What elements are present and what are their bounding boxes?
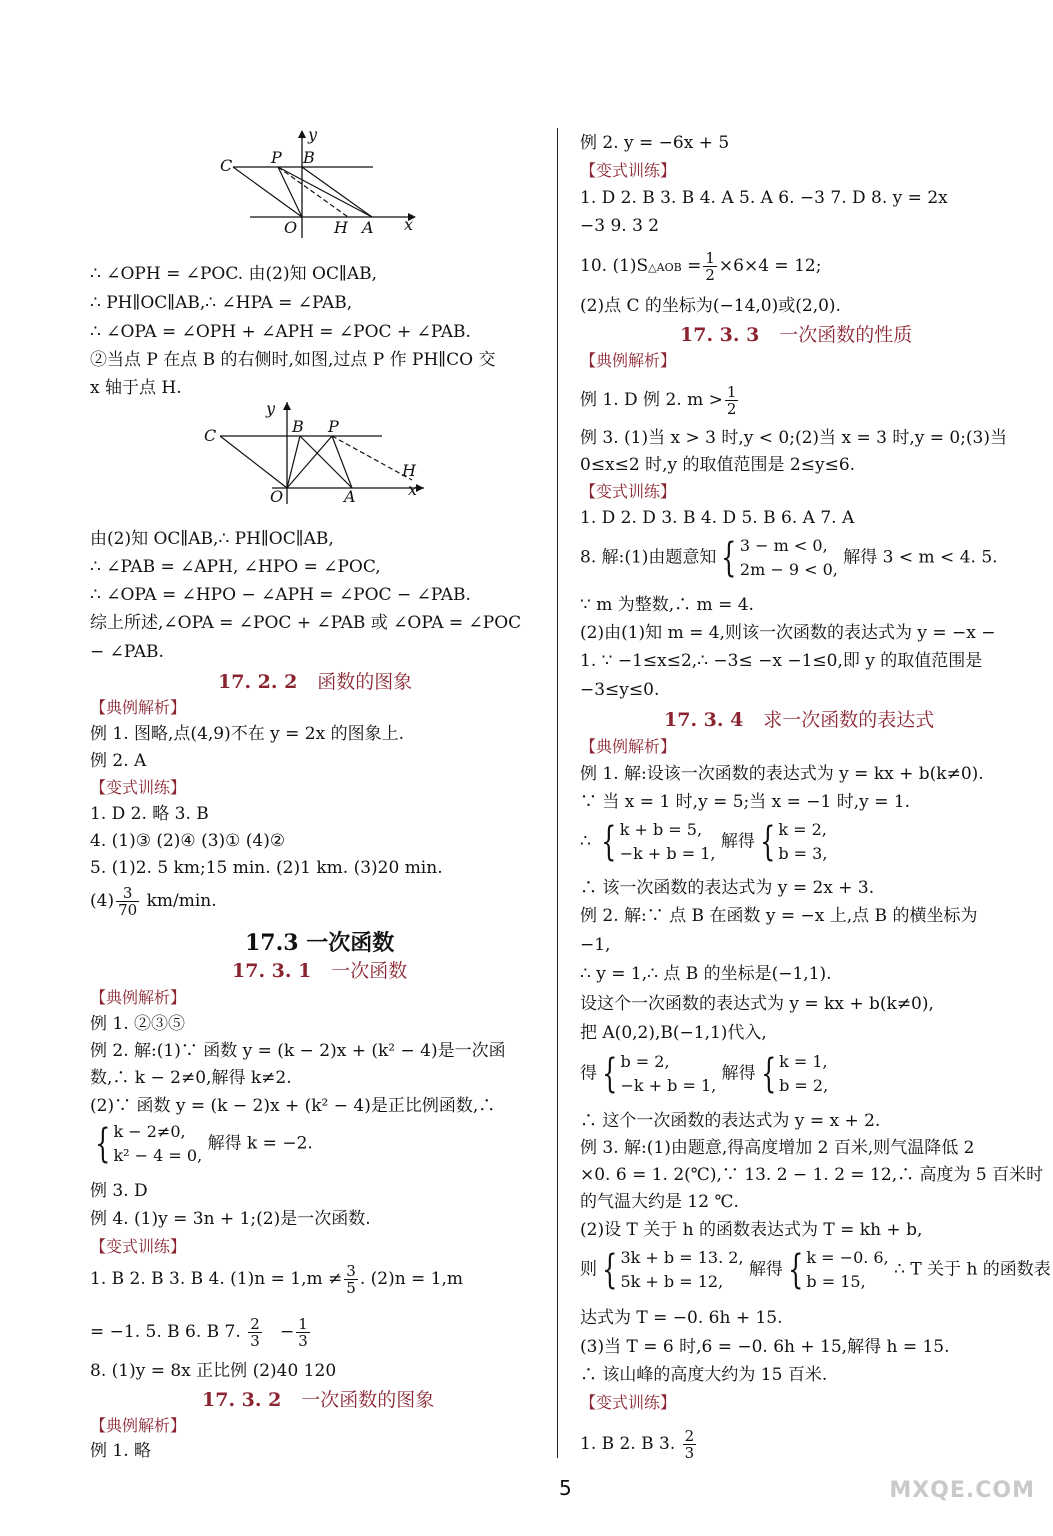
text-line: 数,∴ k − 2≠0,解得 k≠2. <box>90 1068 292 1088</box>
text-line: ∴ 该一次函数的表达式为 y = 2x + 3. <box>580 878 875 898</box>
text-line: 例 1. 图略,点(4,9)不在 y = 2x 的图象上. <box>90 724 405 744</box>
fraction: $\frac{2}{3}$ <box>684 1427 695 1462</box>
text-line: ∵ 当 x = 1 时,y = 5;当 x = −1 时,y = 1. <box>580 792 911 812</box>
text-line: −3≤y≤0. <box>580 680 660 700</box>
fig2-label-p: P <box>328 417 339 436</box>
text-line: (2)点 C 的坐标为(−14,0)或(2,0). <box>580 296 841 316</box>
text-line: ∴ 该山峰的高度大约为 15 百米. <box>580 1365 828 1385</box>
text-line: ∴ 这个一次函数的表达式为 y = x + 2. <box>580 1111 881 1131</box>
figure-1 <box>218 126 518 244</box>
section-heading-17-3-4: 17. 3. 4 求一次函数的表达式 <box>664 709 935 731</box>
text-line: = −1. 5. B 6. B 7. $\frac{2}{3}$ − $\frac{1}{3}$ <box>90 1315 308 1350</box>
text-line: 例 3. (1)当 x > 3 时,y < 0;(2)当 x = 3 时,y = 0;(3)当 <box>580 428 1008 448</box>
fig1-label-a: A <box>362 218 374 237</box>
tag-variant-training: 【变式训练】 <box>90 1237 187 1256</box>
text-line: 把 A(0,2),B(−1,1)代入, <box>580 1023 767 1043</box>
fraction: $\frac{3}{70}$ <box>118 884 138 919</box>
text-line: 例 3. 解:(1)由题意,得高度增加 2 百米,则气温降低 2 <box>580 1138 975 1158</box>
text-line: ∴ ∠OPH = ∠POC. 由(2)知 OC∥AB, <box>90 264 377 284</box>
fig1-label-p: P <box>271 148 282 167</box>
text-line: ∵ m 为整数,∴ m = 4. <box>580 595 754 615</box>
equation-system: ∴ { k + b = 5, −k + b = 1, 解得 { k = 2, b = 3, <box>580 819 828 865</box>
equation-system: 则 { 3k + b = 13. 2, 5k + b = 12, 解得 { k = −0. 6, b = 15, ∴ T 关于 h 的函数表 <box>580 1247 1051 1293</box>
section-heading-17-3-2: 17. 3. 2 一次函数的图象 <box>202 1389 435 1411</box>
tag-example-analysis: 【典例解析】 <box>90 698 187 717</box>
fraction: $\frac{1}{3}$ <box>298 1315 308 1350</box>
text-line: 10. (1)S△AOB = $\frac{1}{2}$ ×6×4 = 12; <box>580 249 822 284</box>
section-heading-17-3-3: 17. 3. 3 一次函数的性质 <box>680 324 913 346</box>
chapter-heading-17-3: 17.3 一次函数 <box>245 930 395 956</box>
text-line: 例 4. (1)y = 3n + 1;(2)是一次函数. <box>90 1209 371 1229</box>
fig1-label-x: x <box>404 215 414 234</box>
fraction: $\frac{2}{3}$ <box>250 1315 260 1350</box>
fig1-label-h: H <box>334 218 348 237</box>
text-line: 1. B 2. B 3. $\frac{2}{3}$ <box>580 1427 695 1462</box>
tag-variant-training: 【变式训练】 <box>90 778 187 797</box>
text-line: 例 2. 解:∵ 点 B 在函数 y = −x 上,点 B 的横坐标为 <box>580 906 978 926</box>
tag-variant-training: 【变式训练】 <box>580 482 677 501</box>
text-line: 1. D 2. 略 3. B <box>90 804 209 824</box>
tag-example-analysis: 【典例解析】 <box>580 351 677 370</box>
text-line: 例 2. y = −6x + 5 <box>580 133 730 153</box>
text-line: 5. (1)2. 5 km;15 min. (2)1 km. (3)20 min. <box>90 858 443 878</box>
text-line: 的气温大约是 12 ℃. <box>580 1192 739 1212</box>
text-line: 1. ∵ −1≤x≤2,∴ −3≤ −x −1≤0,即 y 的取值范围是 <box>580 651 983 671</box>
text-line: (2)设 T 关于 h 的函数表达式为 T = kh + b, <box>580 1220 923 1240</box>
text-line: ×0. 6 = 1. 2(℃),∵ 13. 2 − 1. 2 = 12,∴ 高度为 5 百米时 <box>580 1165 1044 1185</box>
text-line: 由(2)知 OC∥AB,∴ PH∥OC∥AB, <box>90 529 334 549</box>
text-line: 例 1. ②③⑤ <box>90 1014 186 1034</box>
fraction: $\frac{1}{2}$ <box>726 383 737 418</box>
text-line: ∴ y = 1,∴ 点 B 的坐标是(−1,1). <box>580 964 832 984</box>
tag-example-analysis: 【典例解析】 <box>580 737 677 756</box>
text-line: 例 1. 解:设该一次函数的表达式为 y = kx + b(k≠0). <box>580 764 984 784</box>
text-line: 达式为 T = −0. 6h + 15. <box>580 1308 783 1328</box>
text-line: − ∠PAB. <box>90 642 164 662</box>
text-line: ∴ ∠OPA = ∠OPH + ∠APH = ∠POC + ∠PAB. <box>90 322 471 342</box>
text-line: 1. D 2. B 3. B 4. A 5. A 6. −3 7. D 8. y = 2x <box>580 188 948 208</box>
fig1-label-y: y <box>308 126 318 144</box>
fig2-label-a: A <box>344 487 356 506</box>
fig2-label-b: B <box>292 417 304 436</box>
fig2-label-x: x <box>408 480 418 499</box>
tag-example-analysis: 【典例解析】 <box>90 988 187 1007</box>
tag-variant-training: 【变式训练】 <box>580 1393 677 1412</box>
text-line: 1. D 2. D 3. B 4. D 5. B 6. A 7. A <box>580 508 855 528</box>
page-number: 5 <box>559 1476 572 1500</box>
watermark: MXQE.COM <box>889 1478 1035 1503</box>
text-line: 8. 解:(1)由题意知 { 3 − m < 0, 2m − 9 < 0, 解得 3 < m < 4. 5. <box>580 535 998 581</box>
text-line: 例 2. 解:(1)∵ 函数 y = (k − 2)x + (k² − 4)是一次函 <box>90 1041 506 1061</box>
text-line: 例 3. D <box>90 1181 148 1201</box>
text-line: 1. B 2. B 3. B 4. (1)n = 1,m ≠ $\frac{3}{5}$ . (2)n = 1,m <box>90 1262 464 1297</box>
fig2-label-o: O <box>270 487 284 506</box>
fraction: $\frac{1}{2}$ <box>705 249 715 284</box>
section-heading-17-3-1: 17. 3. 1 一次函数 <box>232 960 408 982</box>
text-line: (2)由(1)知 m = 4,则该一次函数的表达式为 y = −x − <box>580 623 996 643</box>
fig2-label-c: C <box>204 426 217 445</box>
text-line: (4) $\frac{3}{70}$ km/min. <box>90 884 217 919</box>
text-line: ②当点 P 在点 B 的右侧时,如图,过点 P 作 PH∥CO 交 <box>90 350 496 370</box>
text-line: 8. (1)y = 8x 正比例 (2)40 120 <box>90 1361 337 1381</box>
equation-system: { k − 2≠0, k² − 4 = 0, 解得 k = −2. <box>95 1121 313 1167</box>
text-line: ∴ PH∥OC∥AB,∴ ∠HPA = ∠PAB, <box>90 293 353 313</box>
text-line: 例 2. A <box>90 751 147 771</box>
figure-2 <box>202 398 522 508</box>
text-line: −1, <box>580 935 611 955</box>
text-line: 0≤x≤2 时,y 的取值范围是 2≤y≤6. <box>580 455 856 475</box>
fig2-label-h: H <box>402 461 416 480</box>
fig2-label-y: y <box>266 399 276 418</box>
text-line: 设这个一次函数的表达式为 y = kx + b(k≠0), <box>580 994 934 1014</box>
fig1-label-b: B <box>303 148 315 167</box>
fraction: $\frac{3}{5}$ <box>346 1262 356 1297</box>
text-line: ∴ ∠PAB = ∠APH, ∠HPO = ∠POC, <box>90 557 381 577</box>
text-line: 4. (1)③ (2)④ (3)① (4)② <box>90 831 286 851</box>
tag-example-analysis: 【典例解析】 <box>90 1416 187 1435</box>
text-line: (3)当 T = 6 时,6 = −0. 6h + 15,解得 h = 15. <box>580 1337 950 1357</box>
text-line: 例 1. 略 <box>90 1441 152 1461</box>
text-line: ∴ ∠OPA = ∠HPO − ∠APH = ∠POC − ∠PAB. <box>90 585 471 605</box>
text-line: −3 9. 3 2 <box>580 216 660 236</box>
fig1-label-c: C <box>220 156 233 175</box>
text-line: (2)∵ 函数 y = (k − 2)x + (k² − 4)是正比例函数,∴ <box>90 1096 496 1116</box>
tag-variant-training: 【变式训练】 <box>580 161 677 180</box>
text-line: 例 1. D 例 2. m > $\frac{1}{2}$ <box>580 383 737 418</box>
text-line: x 轴于点 H. <box>90 378 182 398</box>
column-divider <box>557 128 558 1458</box>
fig1-label-o: O <box>284 218 298 237</box>
section-heading-17-2-2: 17. 2. 2 函数的图象 <box>218 671 413 693</box>
text-line: 综上所述,∠OPA = ∠POC + ∠PAB 或 ∠OPA = ∠POC <box>90 613 522 633</box>
equation-system: 得 { b = 2, −k + b = 1, 解得 { k = 1, b = 2, <box>580 1051 829 1097</box>
